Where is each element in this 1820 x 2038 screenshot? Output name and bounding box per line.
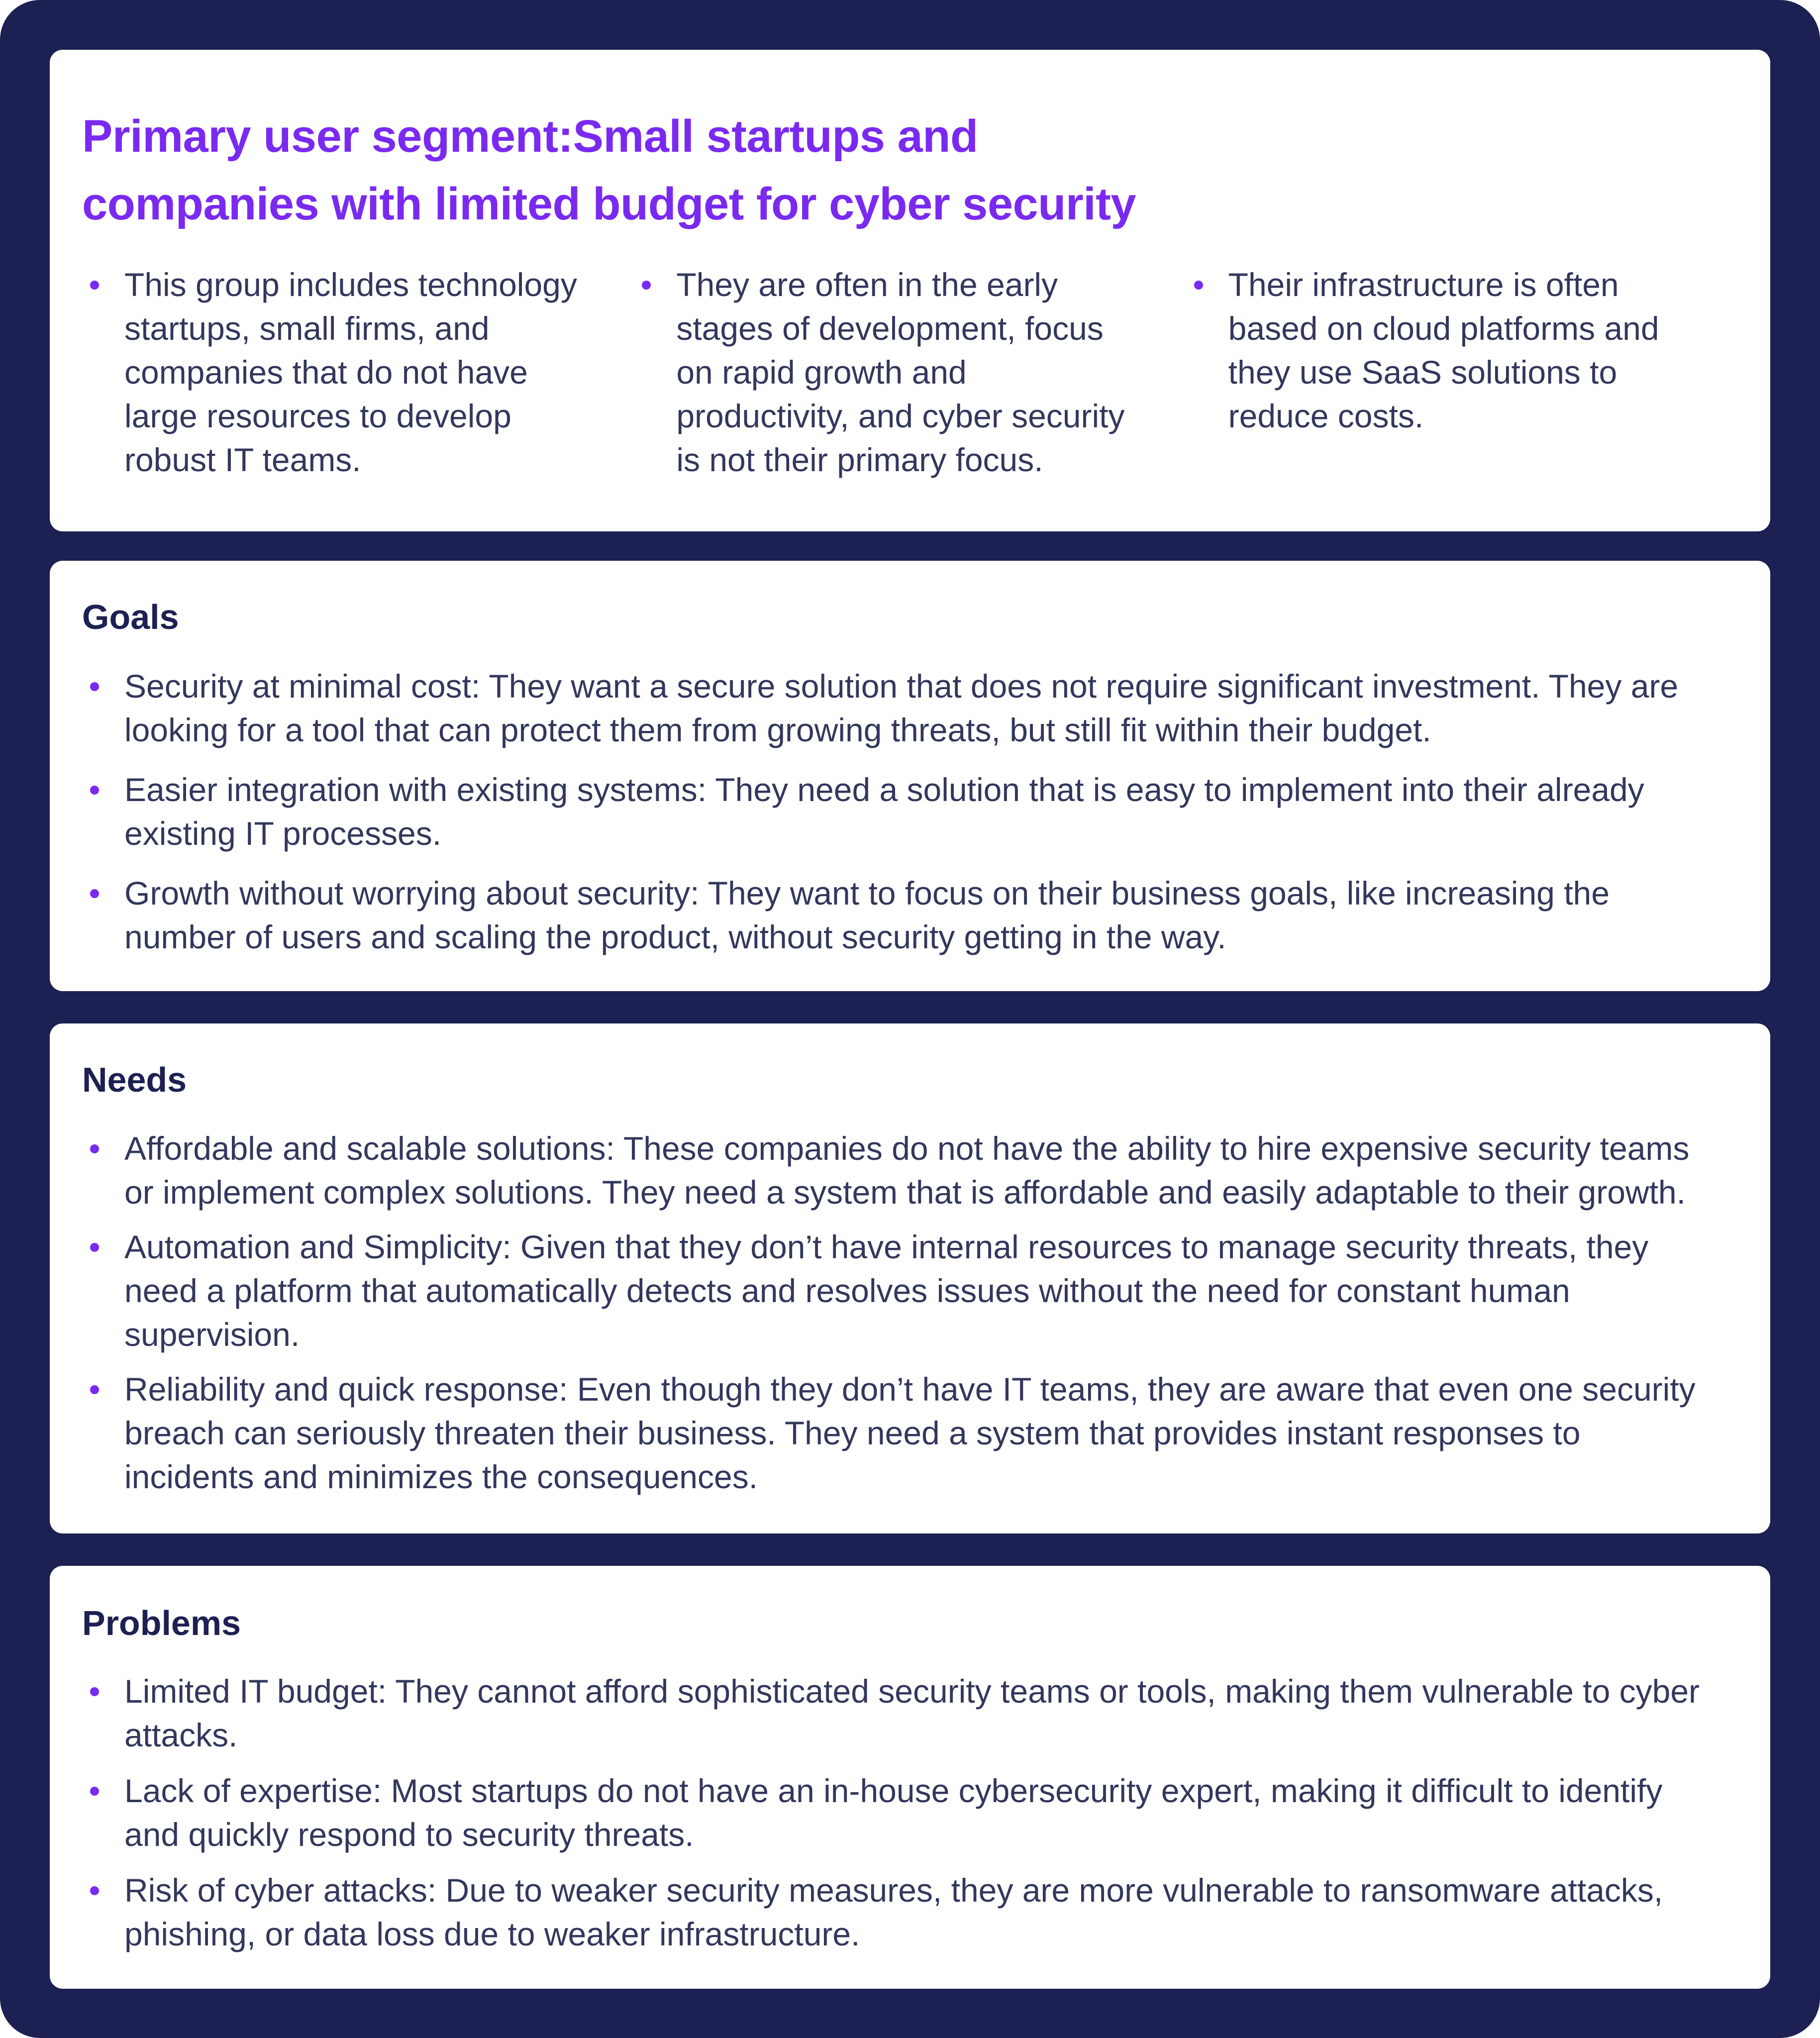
bullet-dot-icon [90,1144,99,1153]
bullet-dot-icon [90,682,99,691]
problems-title: Problems [82,1604,241,1642]
goals-title: Goals [82,598,179,636]
bullet-dot-icon [1194,281,1203,290]
bullet-dot-icon [90,1787,99,1796]
needs-item-text: Reliability and quick response: Even though they don’t have IT teams, they are aware that even one security breach can seriously threaten their business. They need a system that provides instant responses to incidents and minimizes the consequences. [124,1371,1696,1495]
needs-list-item [82,1367,1719,1499]
segment-title-line-1: Primary user segment:Small startups and [82,111,978,162]
segment-column-2 [634,263,1186,482]
bullet-dot-icon [90,281,99,290]
bullet-dot-icon [642,281,651,290]
needs-list-item [82,1225,1719,1356]
problems-list [82,1669,1719,1968]
problems-list-item [82,1868,1719,1956]
goals-item-text: Easier integration with existing systems: They need a solution that is easy to implement into their already existing IT processes. [124,771,1644,852]
problems-list-item [82,1669,1719,1757]
needs-item-text: Affordable and scalable solutions: These companies do not have the ability to hire expensive security teams or implement complex solutions. They need a system that is affordable and easily adaptable to their growth. [124,1130,1690,1211]
needs-list [82,1126,1719,1510]
goals-list [82,664,1719,975]
bullet-dot-icon [90,1243,99,1252]
segment-card [50,50,1770,531]
goals-item-text: Security at minimal cost: They want a secure solution that does not require significant investment. They are looking for a tool that can protect them from growing threats, but still fit within their budget. [124,668,1679,748]
goals-list-item [82,871,1719,959]
problems-item-text: Risk of cyber attacks: Due to weaker security measures, they are more vulnerable to ransomware attacks, phishing, or data loss due to weaker infrastructure. [124,1872,1663,1952]
problems-list-item [82,1769,1719,1856]
goals-card [50,561,1770,991]
bullet-dot-icon [90,889,99,898]
goals-item-text: Growth without worrying about security: They want to focus on their business goals, like increasing the number of users and scaling the product, without security getting in the way. [124,875,1610,955]
segment-bullet-text: This group includes technology startups, small firms, and companies that do not have large resources to develop robust IT teams. [124,266,577,478]
segment-title-line-2: companies with limited budget for cyber security [82,179,1136,229]
bullet-dot-icon [90,786,99,795]
needs-list-item [82,1126,1719,1214]
problems-card [50,1566,1770,1989]
segment-bullet-item [634,263,1143,482]
problems-item-text: Limited IT budget: They cannot afford sophisticated security teams or tools, making them vulnerable to cyber attacks. [124,1673,1700,1753]
needs-card [50,1023,1770,1533]
problems-item-text: Lack of expertise: Most startups do not have an in-house cybersecurity expert, making it difficult to identify and quickly respond to security threats. [124,1772,1663,1853]
bullet-dot-icon [90,1687,99,1696]
bullet-dot-icon [90,1886,99,1895]
goals-list-item [82,664,1719,752]
bullet-dot-icon [90,1385,99,1394]
segment-column-1 [82,263,634,482]
segment-column-3 [1186,263,1738,482]
segment-bullet-text: Their infrastructure is often based on cloud platforms and they use SaaS solutions to reduce costs. [1228,266,1659,434]
goals-list-item [82,768,1719,855]
segment-columns [82,263,1738,482]
needs-title: Needs [82,1060,187,1099]
segment-bullet-item [1186,263,1696,438]
segment-title [82,102,1475,238]
needs-item-text: Automation and Simplicity: Given that they don’t have internal resources to manage security threats, they need a platform that automatically detects and resolves issues without the need for constant human supervision. [124,1228,1649,1353]
segment-bullet-item [82,263,592,482]
segment-bullet-text: They are often in the early stages of development, focus on rapid growth and productivity, and cyber security is not their primary focus. [676,266,1125,478]
